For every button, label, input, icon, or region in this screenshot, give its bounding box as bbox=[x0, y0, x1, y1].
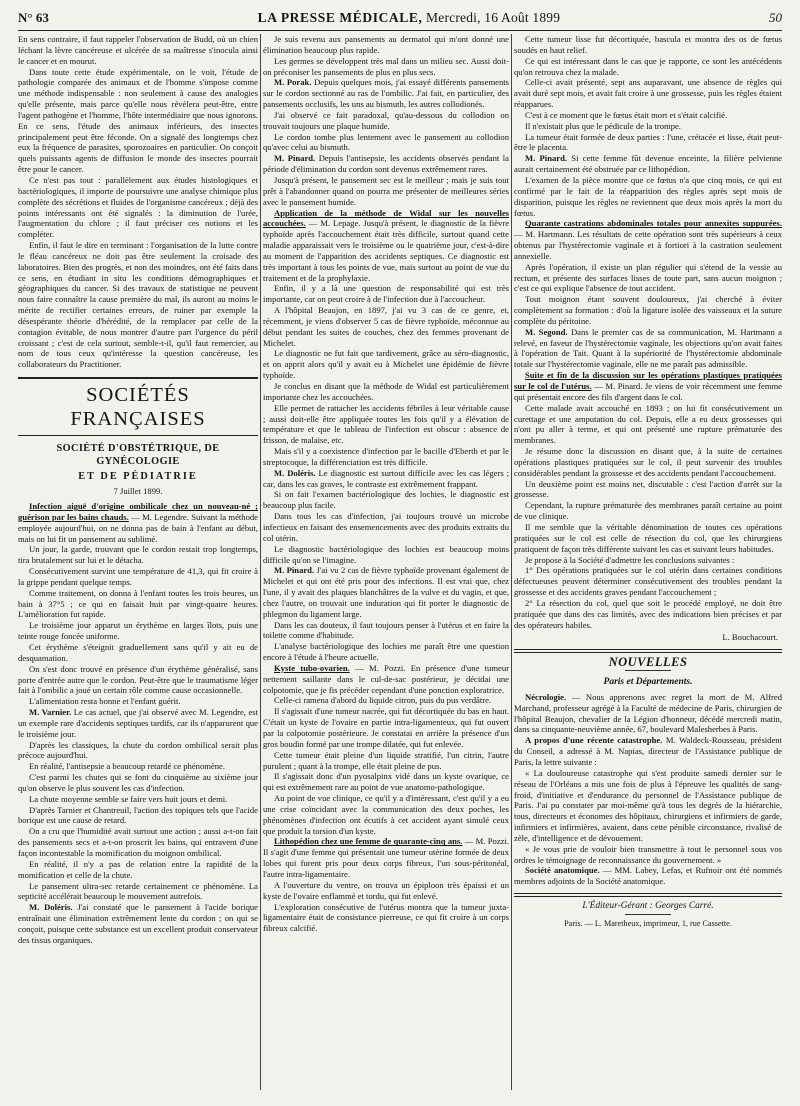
section-title: SOCIÉTÉS FRANÇAISES bbox=[70, 384, 206, 431]
topic-title: Kyste tubo-ovarien. bbox=[274, 662, 350, 673]
section-rule bbox=[18, 435, 258, 436]
speaker-paragraph bbox=[263, 468, 509, 490]
paragraph: Les germes se développent très mal dans un milieu sec. Aussi doit-on préconiser les pansements de plus en plus secs. bbox=[263, 55, 509, 77]
column-divider bbox=[260, 34, 261, 1090]
news-item bbox=[514, 735, 782, 768]
speaker-text: J'ai vu 2 cas de fièvre typhoïde provenant également de Michelet et qui ont été pris pour des infections. Il est vrai que, chez l'une, il y avait des plaques blanchâtres de la vulve et du vagin, et que, chez l'autre, on trouvait une induration qui fit porter le diagnostic de phlegmon du ligament large. bbox=[263, 565, 509, 619]
topic-title: Quarante castrations abdominales totales pour annexites suppurées. bbox=[525, 218, 782, 229]
topic-title: Application de la méthode de Widal sur les nouvelles accouchées. bbox=[263, 207, 509, 229]
speaker: M. Pinard. bbox=[274, 565, 315, 576]
paragraph: C'est parmi les chutes qui se font du cinquième au sixième jour qu'on observe le plus souvent les cas d'infection. bbox=[18, 772, 258, 793]
speaker-text: Le cas actuel, que j'ai observé avec M. Legendre, est un exemple rare d'accidents septiques tardifs, car ils n'apparurent que le troisième jour. bbox=[18, 707, 258, 739]
column-divider bbox=[511, 34, 512, 1090]
issue-number: N° 63 bbox=[18, 10, 49, 25]
paragraph: C'est à ce moment que le fœtus était mort et s'était calcifié. bbox=[525, 109, 728, 120]
paragraph: Il s'agissait donc d'un pyosalpinx vidé dans un kyste ovarique, ce qui est extrêmement rare au point de vue anatomo-pathologique. bbox=[263, 771, 509, 793]
paragraph: On a cru que l'humidité avait surtout une action ; aussi a-t-on fait des pansements secs et a-t-on proscrit les bains, qui entravent d'une façon incontestable la momification du moignon ombilical. bbox=[18, 826, 258, 858]
topic-paragraph bbox=[263, 836, 509, 879]
topic-title: Suite et fin de la discussion sur les opérations plastiques pratiquées sur le col de l'utérus. bbox=[514, 370, 782, 391]
paragraph: En sens contraire, il faut rappeler l'observation de Budd, où un chien léchant la lèvre cancéreuse et ulcérée de sa maîtresse s'inocula ainsi le cancer et en mourut. bbox=[18, 34, 258, 66]
paragraph: Il s'agissait d'une tumeur nacrée, qui fut décortiquée du bas en haut. C'était un kyste de l'ovaire en partie intra-ligamenteux, qui fut ouvert par la colpotomie postérieure. Je constatai en arrière la présence d'un gros boudin formé par une trompe dilatée, qui fut enlevée. bbox=[263, 706, 509, 749]
speaker-text: Le diagnostic est surtout difficile avec les cas légers ; car, dans les cas graves, le contraste est extrêmement frappant. bbox=[263, 467, 509, 489]
society-name-cont: ET DE PÉDIATRIE bbox=[78, 471, 198, 483]
paragraph: Le cordon tombe plus lentement avec le pansement au collodion qu'avec celui au bismuth. bbox=[263, 131, 509, 153]
news-item-title: Nécrologie. bbox=[525, 691, 567, 702]
news-item-text: — Nous apprenons avec regret la mort de M. Alfred Marchand, professeur agrégé à la Faculté de médecine de Paris, chirurgien de l'hôpital Beaujon, chevalier de la Légion d'honneur, décédé mercredi matin, dans sa cinquante-neuvième année, 67, boulevard Malesherbes à Paris. bbox=[514, 691, 782, 735]
article-signature: L. Bouchacourt. bbox=[722, 632, 778, 643]
topic-paragraph bbox=[514, 370, 782, 403]
paragraph: En réalité, l'antisepsie a beaucoup retardé ce phénomène. bbox=[29, 761, 226, 772]
news-item-title: A propos d'une récente catastrophe. bbox=[525, 735, 663, 746]
speaker-paragraph bbox=[263, 565, 509, 619]
section-rule bbox=[514, 893, 782, 897]
journal-title: LA PRESSE MÉDICALE, bbox=[257, 10, 423, 25]
paragraph: Au point de vue clinique, ce qu'il y a d'intéressant, c'est qu'il y a eu une crise coïncidant avec la communication des deux poches, les phénomènes d'infection ont écutifs à cet accident ayant simulé ceux que produit la torsion d'un kyste. bbox=[263, 793, 509, 836]
speaker-paragraph bbox=[514, 153, 782, 175]
topic-text: Les résultats de cette opération sont très supérieurs à ceux obtenus par l'hystérectomie vaginale et à fortiori à la castration seulement annexielle. bbox=[514, 229, 782, 261]
paragraph: L'examen de la pièce montre que ce fœtus n'a que cinq mois, ce qui est confirmé par le fait de la réapparition des règles après sept mois de disparition, puisque les règles ne reviennent que deux mois après la mort du fœtus. bbox=[514, 174, 782, 218]
paragraph: Dans tous les cas d'infection, j'ai toujours trouvé un microbe infectieux en faisant des ensemencements avec des produits extraits du col utérin. bbox=[263, 511, 509, 543]
paragraph: Après l'opération, il existe un plan régulier qui s'étend de la vessie au rectum, et présente des surfaces lisses de toute part, sans aucun moignon ; c'est ce qui explique l'absence de tout accident. bbox=[514, 261, 782, 294]
paragraph: L'alimentation resta bonne et l'enfant guérit. bbox=[29, 696, 181, 707]
journal-title-line bbox=[258, 10, 561, 26]
speaker-paragraph bbox=[263, 77, 509, 110]
paragraph: Cette malade avait accouché en 1893 ; on lui fit consécutivement un curettage et une amputation du col. Depuis, elle a eu deux grossesses qui n'ont pu aller à terme, et qui ont présenté une rupture prématurée des membranes. bbox=[514, 402, 782, 446]
news-item bbox=[514, 692, 782, 735]
paragraph: La chute moyenne semble se faire vers huit jours et demi. bbox=[29, 793, 228, 804]
speaker-text: Depuis l'antisepsie, les accidents observés pendant la période d'élimination du cordon sont devenus extrêmement rares. bbox=[263, 153, 509, 175]
paragraph: Je résume donc la discussion en disant que, à la suite de certaines opérations plastiques pratiquées sur le col, il peut survenir des troubles considérables pendant la grossesse et des accidents pendant l'accouchement. bbox=[514, 446, 782, 478]
paragraph: Jusqu'à présent, le pansement sec est le meilleur ; mais je suis tout prêt à l'abandonner quand on pourra me présenter de meilleures séries avec le pansement humide. bbox=[263, 174, 509, 207]
paragraph: Celle-ci avait présenté, sept ans auparavant, une absence de règles qui avait duré sept mois, et avait fait croire à une grossesse, puis les règles étaient réapparues. bbox=[514, 77, 782, 110]
divider bbox=[625, 670, 671, 671]
speaker: M. Pinard. bbox=[525, 153, 568, 164]
topic-paragraph bbox=[514, 218, 782, 261]
paragraph: Consécutivement survint une température de 41,3, qui fit croire à la grippe pendant quelque temps. bbox=[18, 566, 258, 587]
paragraph: Le pansement ultra-sec retarde certainement ce phénomène. La septicité accélérait beaucoup le mouvement autrefois. bbox=[18, 880, 258, 902]
topic-author: — M. Pozzi. bbox=[462, 836, 509, 847]
speaker-text: Si cette femme fût devenue enceinte, la filière pelvienne aurait certainement été obstruée par ce lithopédion. bbox=[514, 153, 782, 175]
topic-author: — M. Pozzi. bbox=[349, 662, 406, 673]
paragraph: Enfin, il y a là une question de responsabilité qui est très importante, car on peut croire à de l'infection due à l'accoucheur. bbox=[263, 283, 509, 305]
speaker-text: Depuis quelques mois, j'ai essayé différents pansements sur le cordon sectionné au ras de l'ombilic. J'ai fait, en particulier, des pansements occlusifs, les uns au bismuth, les autres collodionés. bbox=[263, 77, 509, 110]
paragraph: Cependant, la rupture prématurée des membranes paraît certaine au point de vue clinique. bbox=[514, 500, 782, 522]
paragraph: Cette tumeur lisse fut décortiquée, bascula et montra des os de fœtus soudés en haut relief. bbox=[514, 34, 782, 55]
column-2 bbox=[263, 34, 509, 1090]
topic-paragraph bbox=[263, 663, 509, 696]
paragraph: Enfin, il faut le dire en terminant : l'organisation de la lutte contre le fléau cancéreux ne doit pas être seulement la croisade des laboratoires. Bien des progrès, et non des moindres, ont été faits dans ce sens, en étudiant in situ les conditions démographiques et géographiques du cancer. Si des travaux de statistique ne peuvent nous faire connaître la cause première du mal, ils auront au moins le mérite de rectifier certaines erreurs, de ruiner par exemple la désespérante théorie d'hérédité, de la remplacer par celle de la contagion évitable, de nous montrer d'autre part l'urgence du péril croissant ; c'est de cela surtout, semble-t-il, qu'il faut remercier, au nom de tous ceux qu'intéresse la question cancéreuse, les collaborateurs du Practitioner. bbox=[18, 240, 258, 370]
paragraph: Je conclus en disant que la méthode de Widal est particulièrement importante chez les accouchées. bbox=[263, 381, 509, 402]
printer-line: Paris. — L. Maretheux, imprimeur, 1, rue Cassette. bbox=[564, 918, 732, 928]
paragraph: Je suis revenu aux pansements au dermatol qui m'ont donné une élimination beaucoup plus rapide. bbox=[263, 34, 509, 55]
speaker: M. Porak. bbox=[274, 77, 312, 88]
speaker-text: Dans le premier cas de sa communication, M. Hartmann a relevé, en faveur de l'hystérectomie vaginale, les objections qu'on avait faites à l'opération de Tait. Quant à la supériorité de l'hystérectomie abdominale totale sur l'hystérectomie vaginale, elle ne me paraît pas admissible. bbox=[514, 326, 782, 370]
paragraph: D'après Tarnier et Chantreuil, l'action des topiques tels que l'acide borique est une cause de retard. bbox=[18, 804, 258, 826]
paragraph: L'exploration consécutive de l'utérus montra que la tumeur juxta-ligamentaire était de consistance pierreuse, ce qui fit croire à un corps fibreux calcifié. bbox=[263, 901, 509, 934]
paragraph: 1° Des opérations pratiquées sur le col utérin dans certaines conditions défectueuses peuvent déterminer consécutivement des troubles pendant la grossesse et des accidents graves pendant l'accouchement ; bbox=[514, 565, 782, 598]
speaker-paragraph bbox=[514, 327, 782, 370]
news-item-text: M. Waldeck-Rousseau, président du Conseil, a adressé à M. Napias, directeur de l'Assistance publique de Paris, la lettre suivante : bbox=[514, 735, 782, 767]
paragraph: Celle-ci ramena d'abord du liquide citron, puis du pus verdâtre. bbox=[274, 695, 492, 706]
paragraph: Cette tumeur était pleine d'un liquide stratifié, l'un citrin, l'autre purulent ; quant à la trompe, elle était pleine de pus. bbox=[263, 749, 509, 771]
news-heading: NOUVELLES bbox=[608, 655, 688, 670]
paragraph: Le diagnostic ne fut fait que tardivement, grâce au séro-diagnostic, et on apprit alors qu'il y avait eu à Michelet une épidémie de fièvre typhoïde. bbox=[263, 348, 509, 381]
section-rule bbox=[18, 377, 258, 379]
paragraph: L'analyse bactériologique des lochies me paraît être une question encore à l'étude à l'heure actuelle. bbox=[263, 641, 509, 663]
page-number: 50 bbox=[769, 10, 782, 25]
topic-paragraph bbox=[263, 208, 509, 284]
speaker-paragraph bbox=[263, 153, 509, 175]
speaker: M. Varnier. bbox=[29, 707, 72, 718]
column-1 bbox=[18, 34, 258, 1090]
paragraph: Le troisième jour apparut un érythème en larges îlots, puis une teinte rouge foncée uniforme. bbox=[18, 620, 258, 642]
topic-text: Jusqu'à présent, le diagnostic de la fièvre typhoïde après l'accouchement était très difficile, surtout quand cette maladie apparaissait vers le troisième ou le quatrième jour, c'est-à-dire au moment de l'apparition des accidents septiques. Ce diagnostic est très important à tous les points de vue, mais surtout au point de vue du traitement et de la prophylaxie. bbox=[263, 218, 509, 283]
news-subheading: Paris et Départements. bbox=[603, 677, 693, 688]
paragraph: Un deuxième point est moins net, discutable : c'est l'action d'arrêt sur la grossesse. bbox=[514, 478, 782, 500]
paragraph: Comme traitement, on donna à l'enfant toutes les trois heures, un bain à 37°5 ; ce qui en faisait huit par vingt-quatre heures. L'amélioration fut rapide. bbox=[18, 587, 258, 620]
paragraph: Cet érythème s'éteignit graduellement sans qu'il y ait eu de desquamation. bbox=[18, 641, 258, 663]
topic-text: En présence d'une tumeur nettement saillante dans le cul-de-sac postérieur, je décidai une colpotomie, que je fis précéder cependant d'une ponction exploratrice. bbox=[263, 662, 509, 695]
paragraph: Mais s'il y a coexistence d'infection par le bacille d'Eberth et par le streptocoque, la différenciation est très difficile. bbox=[263, 446, 509, 467]
paragraph: Il me semble que la véritable dénomination de toutes ces opérations pratiquées sur le col est celle de résection du col, que les chirurgiens pratiquent de façon très différente suivant les cas et suivant leurs habitudes. bbox=[514, 521, 782, 554]
paragraph: Dans les cas douteux, il faut toujours penser à l'utérus et en faire la toilette comme d'habitude. bbox=[263, 619, 509, 641]
paragraph: Il n'existait plus que le pédicule de la trompe. bbox=[525, 120, 681, 131]
paragraph: La tumeur était formée de deux parties : l'une, crétacée et lisse, était peut-être le placenta. bbox=[514, 131, 782, 153]
paragraph: A l'ouverture du ventre, on trouva un épiploon très épaissi et un kyste de l'ovaire enflammé et tordu, qui fut enlevé. bbox=[263, 879, 509, 901]
speaker: M. Doléris. bbox=[29, 902, 73, 913]
speaker-paragraph bbox=[18, 902, 258, 945]
editor-line: L'Éditeur-Gérant : Georges Carré. bbox=[582, 901, 714, 912]
news-item bbox=[514, 865, 782, 887]
topic-title: Infection aiguë d'origine ombilicale chez un nouveau-né ; guérison par les bains chauds. bbox=[18, 501, 258, 522]
topic-title: Lithopédion chez une femme de quarante-cinq ans. bbox=[274, 836, 463, 847]
paragraph: J'ai observé ce fait paradoxal, qu'au-dessous du collodion on trouvait toujours une plaque humide. bbox=[263, 109, 509, 131]
page-header bbox=[18, 8, 782, 28]
topic-author: — M. Pinard. bbox=[591, 381, 643, 391]
column-3 bbox=[514, 34, 782, 1090]
topic-text: Je viens de voir récemment une femme qui présentait encore des fils d'argent dans le col. bbox=[514, 381, 782, 402]
paragraph: Elle permet de rattacher les accidents fébriles à leur véritable cause ; aussi doit-elle être appliquée toutes les fois qu'il y a élévation de température et que le tableau de l'infection est obscur : absence de frisson, de malaise, etc. bbox=[263, 402, 509, 446]
speaker: M. Doléris. bbox=[274, 467, 316, 478]
topic-author: — M. Hartmann. bbox=[514, 229, 575, 240]
paragraph: Ce n'est pas tout : parallèlement aux études histologiques et bactériologiques, il importe de poursuivre une analyse chimique plus complète des sécrétions et fluides de l'organisme cancéreux ; déjà des points intéressants ont été signalés : la diminution de l'urée, l'augmentation du chlore ; il faut préciser ces notions et les compléter. bbox=[18, 174, 258, 240]
news-item-title: Société anatomique. bbox=[525, 865, 600, 876]
quote-paragraph: « Je vous prie de vouloir bien transmettre à tout le personnel sous vos ordres le témoignage de reconnaissance du gouvernement. » bbox=[514, 843, 782, 865]
topic-paragraph bbox=[18, 501, 258, 544]
issue-date: Mercredi, 16 Août 1899 bbox=[426, 10, 561, 25]
paragraph: Ce qui est intéressant dans le cas que je rapporte, ce sont les antécédents qu'on retrouva chez la malade. bbox=[514, 55, 782, 77]
paragraph: En réalité, il n'y a pas de relation entre la rapidité de la momification et celle de la chute. bbox=[18, 858, 258, 880]
society-name: SOCIÉTÉ D'OBSTÉTRIQUE, DE GYNÉCOLOGIE bbox=[56, 443, 220, 468]
speaker-text: J'ai constaté que le pansement à l'acide borique entraînait une élimination extrêmement lente du cordon ; on qui se conçoit, puisque cette substance est un excellent produit conservateur des tissus organiques. bbox=[18, 902, 258, 945]
topic-text: Suivant la méthode employée aujourd'hui, on ne donna pas de bain à l'enfant au début, mais on lui fit un pansement au sublimé. bbox=[18, 511, 258, 544]
paragraph: Je propose à la Société d'admettre les conclusions suivantes : bbox=[525, 554, 735, 565]
speaker: M. Segond. bbox=[525, 326, 568, 337]
news-item-text: — MM. Labey, Lefas, et Rufnoir ont été nommés membres adjoints de la Société anatomique. bbox=[514, 865, 782, 887]
paragraph: Tout moignon étant souvent douloureux, j'ai cherché à éviter complètement sa formation : d'où la ligature isolée des vaisseaux et la suture complète du péritoine. bbox=[514, 294, 782, 326]
section-rule bbox=[514, 649, 782, 653]
paragraph: Le diagnostic bactériologique des lochies est beaucoup moins difficile qu'on se l'imagine. bbox=[263, 543, 509, 565]
topic-author: — M. Lepage. bbox=[305, 218, 361, 229]
paragraph: A l'hôpital Beaujon, en 1897, j'ai vu 3 cas de ce genre, et, récemment, je viens d'observer 5 cas de fièvre typhoïde, méconnue au début pendant les suites de couches, chez des femmes provenant de Michelet. bbox=[263, 305, 509, 348]
topic-text: Il s'agit d'une femme qui présentait une tumeur utérine formée de deux lobes qui furent pris pour deux corps fibreux, l'un sous-péritonéal, l'autre intra-ligamentaire. bbox=[263, 847, 509, 879]
speaker-paragraph bbox=[18, 707, 258, 740]
paragraph: Si on fait l'examen bactériologique des lochies, le diagnostic est beaucoup plus facile. bbox=[263, 489, 509, 511]
paragraph: 2° La résection du col, quel que soit le procédé employé, ne doit être pratiquée que dans des cas limités, avec des indications bien précises et par des opérateurs habiles. bbox=[514, 597, 782, 630]
quote-paragraph: « La douloureuse catastrophe qui s'est produite samedi dernier sur le réseau de l'Orléans a mis une fois de plus à l'épreuve les qualités de sang-froid, d'initiative et d'endurance du personnel de l'Assistance publique de Paris. J'ai pu constater par moi-même qu'à tous les degrés de la hiérarchie, tous, directeurs et économes des hôpitaux, chirurgiens et infirmiers de garde, infirmiers et infirmières, avaient, dans cette pénible circonstance, rivalisé de zèle, d'intelligence et de dévouement. bbox=[514, 767, 782, 843]
topic-author: — M. Legendre. bbox=[128, 511, 189, 522]
meeting-date: 7 Juillet 1899. bbox=[113, 486, 163, 497]
paragraph: Un jour, la garde, trouvant que le cordon restait trop longtemps, tira brutalement sur lui et le détacha. bbox=[18, 544, 258, 566]
paragraph: Dans toute cette étude expérimentale, on le voit, l'étude de pathologie comparée des animaux et de l'homme s'impose comme une méthode indispensable : non seulement à cause des analogies qu'elle présente, mais parce qu'elle nous révèlera peut-être, entre l'agent pathogène et l'homme, l'hôte intermédiaire que nous ignorons. En ce sens, l'étude des animaux inférieurs, des insectes principalement peut être féconde. On a signalé des longtemps chez eux la fréquence de parasites, sporozoaires en particulier. On conçoit quels puissants agents de diffusion le monde des insectes pourrait être pour le cancer. bbox=[18, 66, 258, 175]
header-rule bbox=[18, 30, 782, 31]
divider bbox=[625, 914, 671, 915]
speaker: M. Pinard. bbox=[274, 153, 316, 164]
paragraph: D'après les classiques, la chute du cordon ombilical serait plus précoce aujourd'hui. bbox=[18, 739, 258, 761]
paragraph: On s'est donc trouvé en présence d'un érythème généralisé, sans porte d'entrée autre que le cordon. Peut-être que le traumatisme léger fait à l'ombilic a joué un certain rôle comme cause occasionnelle. bbox=[18, 663, 258, 696]
